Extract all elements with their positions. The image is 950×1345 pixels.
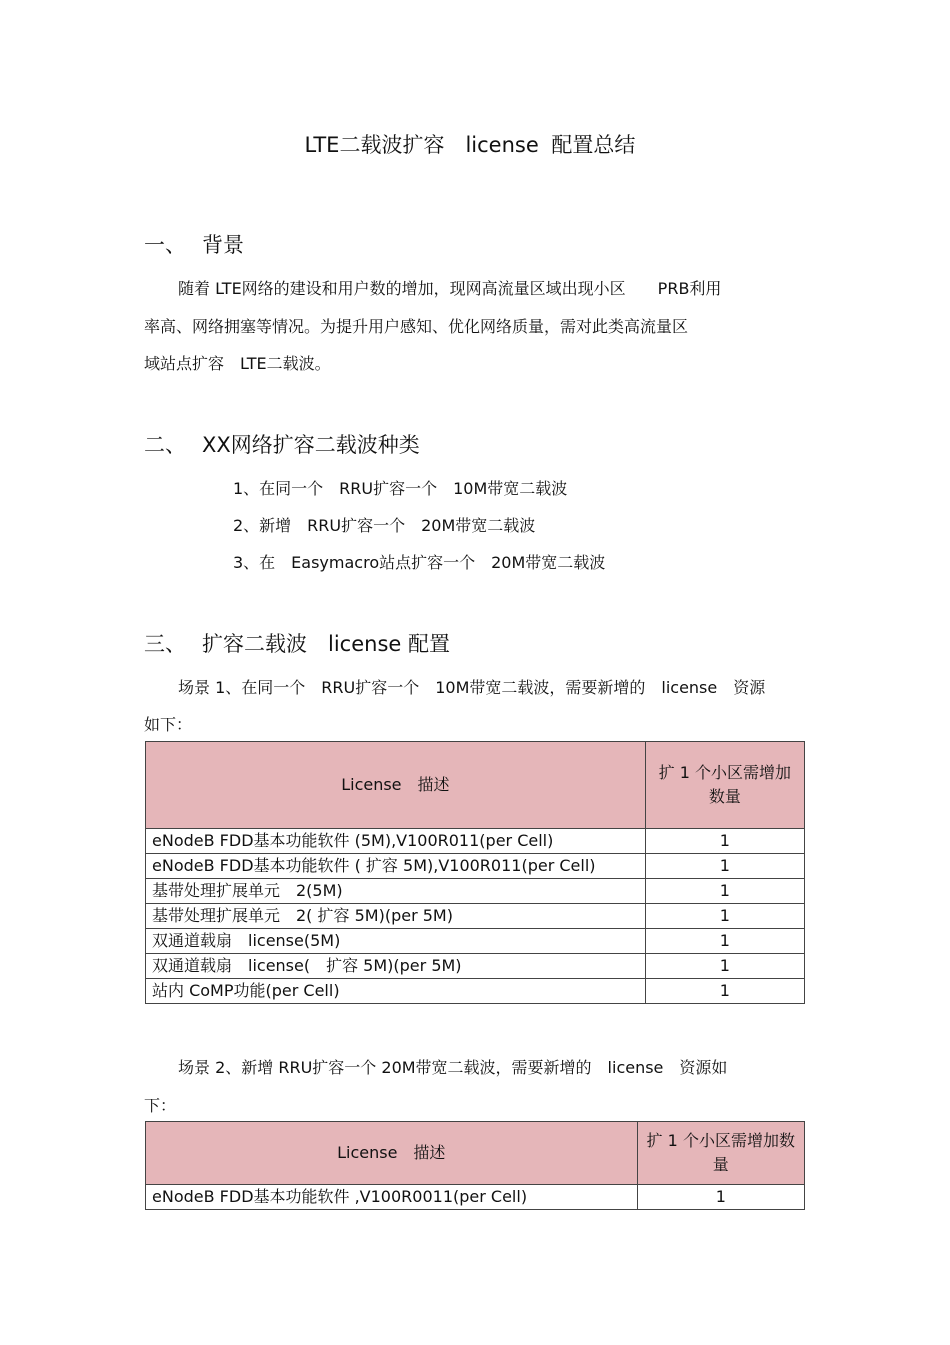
table-row xyxy=(146,879,805,904)
section-1-number: 一、 xyxy=(144,233,186,257)
section-3-heading xyxy=(144,628,450,658)
license-quantity: 1 xyxy=(637,1185,804,1210)
section-2-item-1: 1、在同一个 RRU扩容一个 10M带宽二载波 xyxy=(233,479,568,498)
license-quantity: 1 xyxy=(645,954,804,979)
table-row xyxy=(146,1185,805,1210)
section-2-heading xyxy=(144,429,420,459)
section-2-number: 二、 xyxy=(144,433,186,457)
table-row xyxy=(146,854,805,879)
license-name: eNodeB FDD基本功能软件 ( 扩容 5M),V100R011(per Cell) xyxy=(146,854,646,879)
license-quantity: 1 xyxy=(645,904,804,929)
license-quantity: 1 xyxy=(645,979,804,1004)
scenario-2-line-1: 场景 2、新增 RRU扩容一个 20M带宽二载波，需要新增的 license 资源如 xyxy=(178,1058,728,1077)
table-row xyxy=(146,904,805,929)
section-1-para-line-3: 域站点扩容 LTE二载波。 xyxy=(144,354,331,373)
section-1-para-line-2: 率高、网络拥塞等情况。为提升用户感知、优化网络质量，需对此类高流量区 xyxy=(144,317,689,336)
section-2-item-3: 3、在 Easymacro站点扩容一个 20M带宽二载波 xyxy=(233,553,606,572)
license-name: 双通道载扇 license( 扩容 5M)(per 5M) xyxy=(146,954,646,979)
section-3-title: 扩容二载波 license 配置 xyxy=(202,632,450,656)
scenario-1-line-1: 场景 1、在同一个 RRU扩容一个 10M带宽二载波，需要新增的 license 资源 xyxy=(178,678,766,697)
license-table-1 xyxy=(145,741,805,1004)
table-header-row xyxy=(146,1122,805,1185)
license-name: 基带处理扩展单元 2(5M) xyxy=(146,879,646,904)
scenario-2-line-2: 下： xyxy=(144,1096,177,1115)
license-quantity: 1 xyxy=(645,829,804,854)
header-quantity: 扩 1 个小区需增加数量 xyxy=(637,1122,804,1185)
section-2-item-2: 2、新增 RRU扩容一个 20M带宽二载波 xyxy=(233,516,536,535)
header-quantity: 扩 1 个小区需增加数量 xyxy=(645,742,804,829)
license-quantity: 1 xyxy=(645,929,804,954)
document-title: LTE二载波扩容 license 配置总结 xyxy=(304,133,636,157)
license-name: 站内 CoMP功能(per Cell) xyxy=(146,979,646,1004)
header-license-description: License 描述 xyxy=(146,1122,638,1185)
section-1-heading xyxy=(144,229,244,259)
license-name: 基带处理扩展单元 2( 扩容 5M)(per 5M) xyxy=(146,904,646,929)
section-1-para-line-1: 随着 LTE网络的建设和用户数的增加，现网高流量区域出现小区 PRB利用 xyxy=(178,279,722,298)
section-1-title: 背景 xyxy=(202,233,244,257)
scenario-1-line-2: 如下： xyxy=(144,715,193,734)
license-quantity: 1 xyxy=(645,879,804,904)
table-row xyxy=(146,954,805,979)
license-quantity: 1 xyxy=(645,854,804,879)
table-header-row xyxy=(146,742,805,829)
header-license-description: License 描述 xyxy=(146,742,646,829)
table-row xyxy=(146,829,805,854)
license-name: eNodeB FDD基本功能软件 ,V100R0011(per Cell) xyxy=(146,1185,638,1210)
section-2-title: XX网络扩容二载波种类 xyxy=(202,433,420,457)
table-row xyxy=(146,929,805,954)
license-name: eNodeB FDD基本功能软件 (5M),V100R011(per Cell) xyxy=(146,829,646,854)
license-name: 双通道载扇 license(5M) xyxy=(146,929,646,954)
section-3-number: 三、 xyxy=(144,632,186,656)
table-row xyxy=(146,979,805,1004)
license-table-2 xyxy=(145,1121,805,1210)
